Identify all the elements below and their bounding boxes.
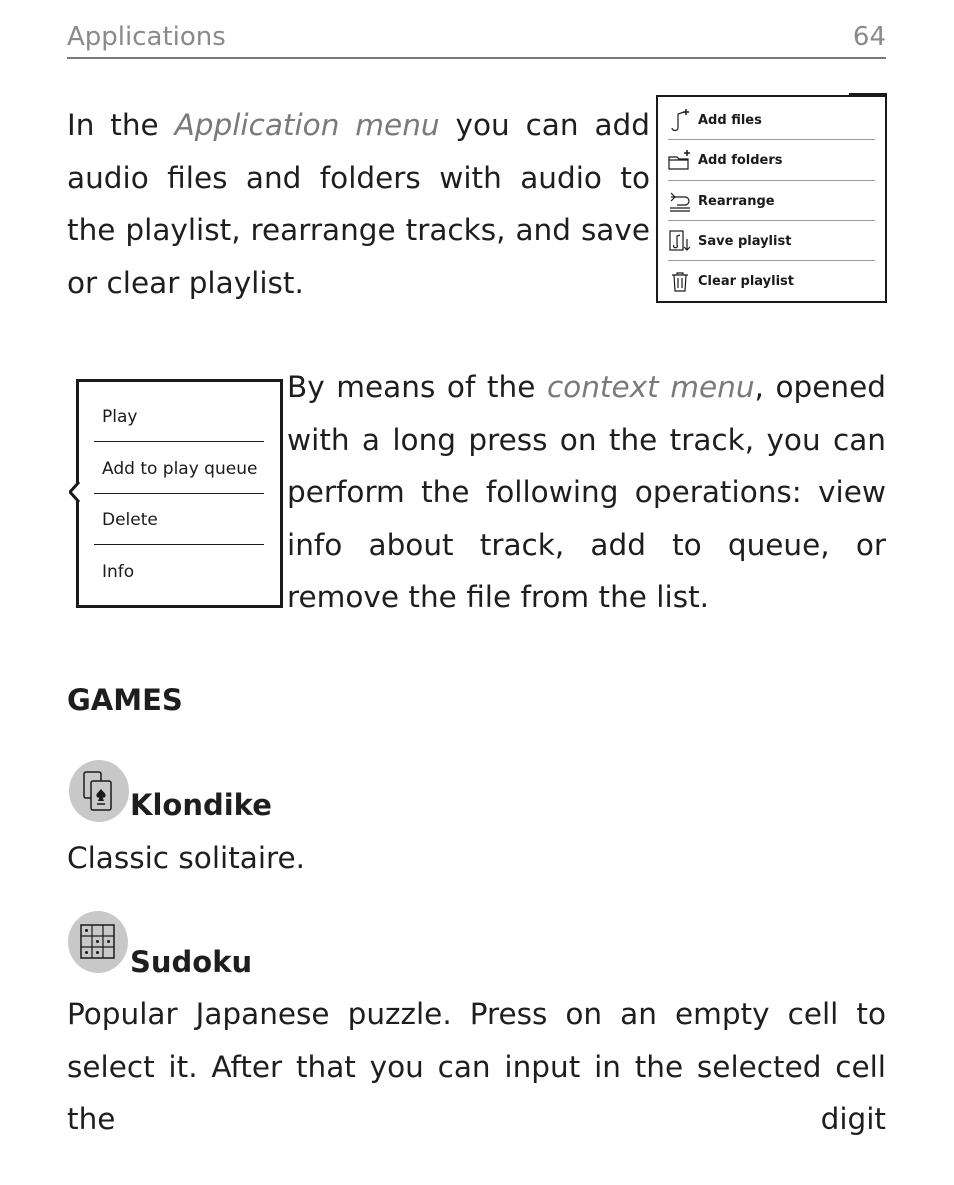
save-playlist-icon — [668, 229, 692, 253]
rearrange-icon — [668, 189, 692, 213]
application-menu-term: Application menu — [174, 108, 440, 142]
running-header-section: Applications — [67, 22, 226, 52]
page-number: 64 — [852, 22, 886, 52]
app-title-sudoku: Sudoku — [130, 945, 253, 979]
application-menu — [656, 95, 887, 303]
add-music-file-icon — [668, 108, 692, 132]
menu-item-clear-playlist[interactable] — [668, 261, 873, 301]
intro-text-start: In the — [67, 108, 175, 142]
sudoku-grid-icon — [68, 911, 128, 973]
context-item-play[interactable]: Play — [102, 407, 138, 427]
klondike-description: Classic solitaire. — [67, 841, 306, 875]
application-menu-paragraph — [67, 99, 650, 309]
context-divider — [94, 544, 264, 545]
menu-item-label: Add folders — [698, 152, 783, 168]
header-divider — [67, 57, 886, 59]
context-menu-term: context menu — [546, 370, 755, 404]
app-title-klondike: Klondike — [130, 788, 272, 822]
context-item-delete[interactable]: Delete — [102, 510, 158, 530]
menu-item-label: Add files — [698, 112, 762, 128]
menu-item-rearrange[interactable] — [668, 181, 873, 221]
menu-item-label: Clear playlist — [698, 273, 794, 289]
context-item-info[interactable]: Info — [102, 562, 135, 582]
menu-item-label: Save playlist — [698, 233, 792, 249]
context-item-add-to-play-queue[interactable]: Add to play queue — [102, 459, 258, 479]
add-folder-icon — [668, 148, 692, 172]
context-text-start: By means of the — [287, 370, 547, 404]
context-menu — [76, 379, 283, 608]
context-menu-paragraph — [287, 361, 886, 624]
context-menu-pointer — [69, 482, 81, 502]
menu-item-add-folders[interactable] — [668, 140, 873, 180]
menu-item-label: Rearrange — [698, 193, 775, 209]
menu-item-add-files[interactable] — [668, 100, 873, 140]
menu-item-save-playlist[interactable] — [668, 221, 873, 261]
intro-text-end: you can add audio files and folders with audio to the playlist, rearrange tracks, and save or clear playlist. — [67, 108, 650, 300]
section-title-games: GAMES — [67, 683, 183, 717]
context-divider — [94, 441, 264, 442]
context-text-end: , opened with a long press on the track, you can perform the following operations: view info about track, add to queue, or remove the file from the list. — [287, 370, 886, 614]
cards-icon — [69, 760, 129, 822]
context-divider — [94, 493, 264, 494]
trash-icon — [668, 269, 692, 293]
sudoku-description: Popular Japanese puzzle. Press on an empty cell to select it. After that you can input in the selected cell the digit — [67, 997, 886, 1136]
